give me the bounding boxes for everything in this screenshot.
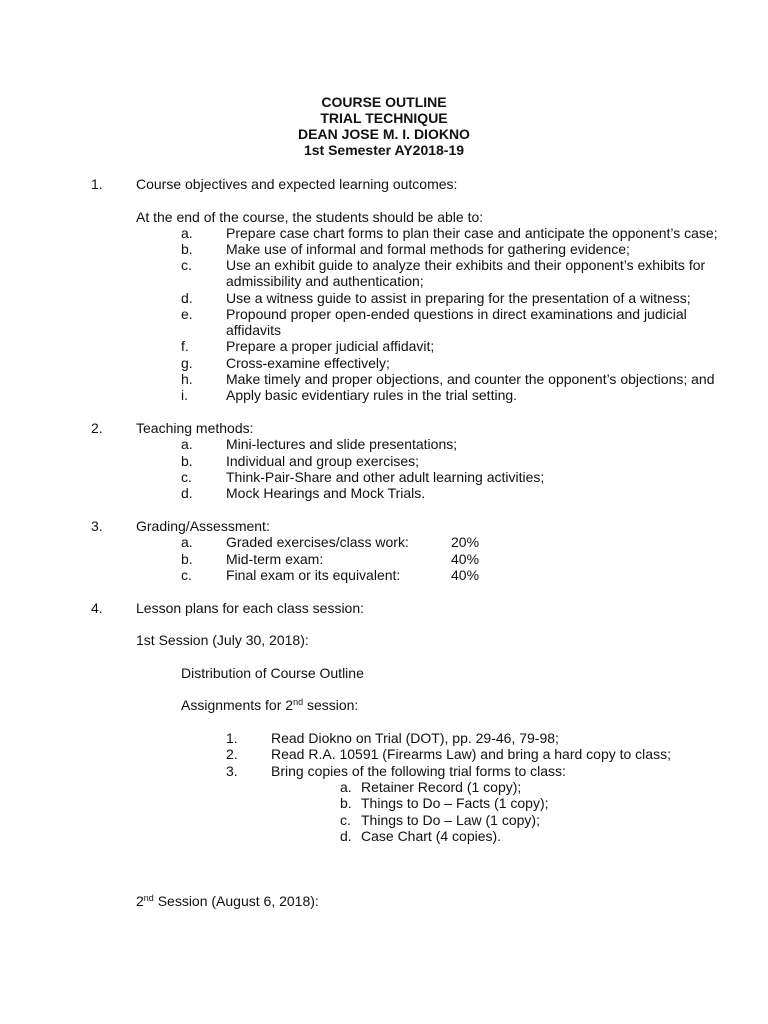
method-text: Mini-lectures and slide presentations; — [226, 436, 458, 452]
session-2-heading — [136, 893, 319, 911]
form-text: Things to Do – Law (1 copy); — [361, 812, 540, 828]
session-2-text: 2 — [136, 893, 144, 909]
section-4-number: 4. — [91, 600, 103, 616]
grading-label: Mid-term exam: — [226, 551, 324, 567]
method-text: Mock Hearings and Mock Trials. — [226, 485, 426, 501]
grading-percent: 40% — [451, 567, 480, 583]
objective-letter: b. — [181, 241, 193, 257]
objective-letter: f. — [181, 338, 189, 354]
objective-text: Apply basic evidentiary rules in the trial setting. — [226, 387, 518, 403]
grading-percent: 20% — [451, 534, 480, 550]
method-text: Think-Pair-Share and other adult learning activities; — [226, 469, 545, 485]
task-text: Read Diokno on Trial (DOT), pp. 29-46, 79-98; — [271, 730, 559, 746]
form-letter: a. — [340, 779, 352, 795]
task-number: 2. — [226, 746, 238, 762]
title-course-outline: COURSE OUTLINE — [321, 94, 447, 110]
method-letter: a. — [181, 436, 193, 452]
form-letter: b. — [340, 795, 352, 811]
objective-text: Use a witness guide to assist in preparing for the presentation of a witness; — [226, 290, 691, 306]
grading-label: Final exam or its equivalent: — [226, 567, 401, 583]
grading-letter: b. — [181, 551, 193, 567]
task-text: Bring copies of the following trial forms to class: — [271, 763, 566, 779]
section-4-heading: Lesson plans for each class session: — [136, 600, 365, 616]
objective-text: Use an exhibit guide to analyze their exhibits and their opponent’s exhibits for — [226, 257, 706, 273]
grading-percent: 40% — [451, 551, 480, 567]
objective-text-continued: affidavits — [226, 322, 281, 338]
session-1-heading: 1st Session (July 30, 2018): — [136, 632, 309, 648]
form-letter: c. — [340, 812, 351, 828]
session-1-distribution: Distribution of Course Outline — [181, 665, 364, 681]
objective-text: Cross-examine effectively; — [226, 355, 390, 371]
objective-text: Prepare a proper judicial affidavit; — [226, 338, 435, 354]
section-1-heading: Course objectives and expected learning outcomes: — [136, 176, 458, 192]
form-text: Retainer Record (1 copy); — [361, 779, 522, 795]
assignments-heading — [181, 697, 358, 715]
method-letter: c. — [181, 469, 192, 485]
task-number: 1. — [226, 730, 238, 746]
form-text: Case Chart (4 copies). — [361, 828, 502, 844]
assignments-text-end: session: — [303, 697, 359, 713]
objective-text: Make timely and proper objections, and counter the opponent’s objections; and — [226, 371, 715, 387]
grading-letter: c. — [181, 567, 192, 583]
section-3-number: 3. — [91, 518, 103, 534]
section-1-intro: At the end of the course, the students should be able to: — [136, 209, 484, 225]
section-3-heading: Grading/Assessment: — [136, 518, 270, 534]
objective-letter: h. — [181, 371, 193, 387]
task-text: Read R.A. 10591 (Firearms Law) and bring a hard copy to class; — [271, 746, 671, 762]
grading-letter: a. — [181, 534, 193, 550]
section-2-heading: Teaching methods: — [136, 420, 254, 436]
objective-letter: e. — [181, 306, 193, 322]
objective-text-continued: admissibility and authentication; — [226, 273, 424, 289]
objective-text: Prepare case chart forms to plan their case and anticipate the opponent’s case; — [226, 225, 718, 241]
assignments-text: Assignments for 2 — [181, 697, 294, 713]
objective-letter: g. — [181, 355, 193, 371]
grading-label: Graded exercises/class work: — [226, 534, 409, 550]
objective-letter: c. — [181, 257, 192, 273]
objective-letter: i. — [181, 387, 188, 403]
title-course-name: TRIAL TECHNIQUE — [320, 110, 448, 126]
objective-letter: d. — [181, 290, 193, 306]
session-2-text-end: Session (August 6, 2018): — [153, 893, 319, 909]
title-semester: 1st Semester AY2018-19 — [303, 142, 465, 158]
ordinal-suffix: nd — [293, 697, 304, 707]
task-number: 3. — [226, 763, 238, 779]
objective-text: Make use of informal and formal methods for gathering evidence; — [226, 241, 630, 257]
form-letter: d. — [340, 828, 352, 844]
section-2-number: 2. — [91, 420, 103, 436]
section-1-number: 1. — [91, 176, 103, 192]
title-instructor: DEAN JOSE M. I. DIOKNO — [298, 126, 470, 142]
method-letter: d. — [181, 485, 193, 501]
objective-text: Propound proper open-ended questions in direct examinations and judicial — [226, 306, 687, 322]
method-text: Individual and group exercises; — [226, 453, 420, 469]
ordinal-suffix: nd — [143, 893, 154, 903]
objective-letter: a. — [181, 225, 193, 241]
form-text: Things to Do – Facts (1 copy); — [361, 795, 549, 811]
method-letter: b. — [181, 453, 193, 469]
